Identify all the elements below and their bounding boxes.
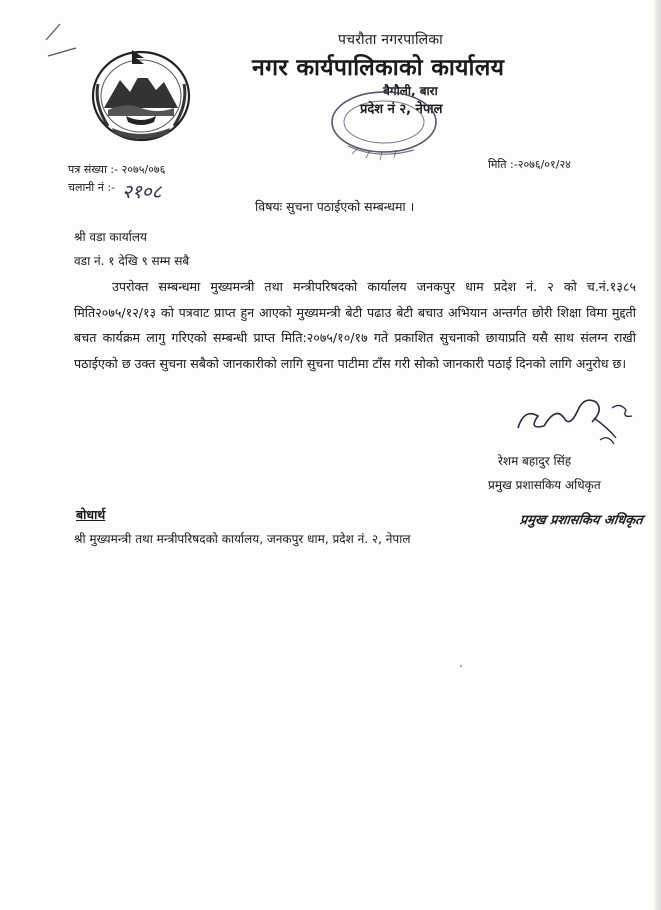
- office-stamp-icon: [318, 88, 446, 168]
- handwritten-signature-icon: [504, 388, 644, 450]
- address-line-2: प्रदेश नं २, नेपाल: [360, 102, 443, 117]
- dispatch-number-label: चलानी नं :-: [68, 181, 116, 194]
- letter-date: मिति :-२०७६/०१/२४: [488, 158, 571, 171]
- address-line-1: बैगौली, बारा: [383, 84, 438, 98]
- letter-body: उपरोक्त सम्बन्धमा मुख्यमन्त्री तथा मन्त्रीपरिषदको कार्यालय जनकपुर धाम प्रदेश नं. २ को च.नं.१३८५ मिति२०७५/१२/१३ को पत्रवाट प्राप्त हुन आएको मुख्यमन्त्री बेटी पढाउ बेटी बचाउ अभियान अन्तर्गत छोरी शिक्षा विमा मुद्दती बचत कार्यक्रम लागु गरिएको सम्बन्धी प्राप्त मिति:२०७५/१०/१७ गते प्रकाशित सुचनाको छायाप्रति यसै साथ संलग्न राखी पठाईएको छ उक्त सुचना सबैको जानकारीको लागि सुचना पाटीमा टाँस गरी सोको जानकारी पठाई दिनको लागि अनुरोध छ।: [74, 279, 637, 371]
- page-edge: [654, 0, 661, 910]
- recipient-wards: वडा नं. १ देखि ९ सम्म सबै: [74, 254, 190, 268]
- cc-recipient: श्री मुख्यमन्त्री तथा मन्त्रीपरिषदको कार्यालय, जनकपुर धाम, प्रदेश नं. २, नेपाल: [74, 532, 411, 546]
- cc-heading: बोधार्थ: [76, 507, 106, 522]
- handwritten-margin-mark: [42, 22, 82, 60]
- designation-stamp: प्रमुख प्रशासकिय अधिकृत: [518, 513, 644, 528]
- subject-line: विषयः सुचना पठाईएको सम्बन्धमा ।: [255, 199, 415, 214]
- paper-speck: [460, 665, 462, 667]
- recipient-office: श्री वडा कार्यालय: [74, 230, 147, 244]
- municipality-name: पचरौता नगरपालिका: [338, 32, 443, 48]
- dispatch-number-handwritten: २१०८: [122, 181, 162, 203]
- signer-title: प्रमुख प्रशासकिय अधिकृत: [488, 478, 601, 492]
- signer-name: रेशम बहादुर सिंह: [498, 454, 572, 468]
- nepal-emblem-icon: [86, 44, 196, 144]
- office-title: नगर कार्यपालिकाको कार्यालय: [252, 55, 505, 81]
- letter-number: पत्र संख्या :- २०७५/०७६: [68, 163, 166, 176]
